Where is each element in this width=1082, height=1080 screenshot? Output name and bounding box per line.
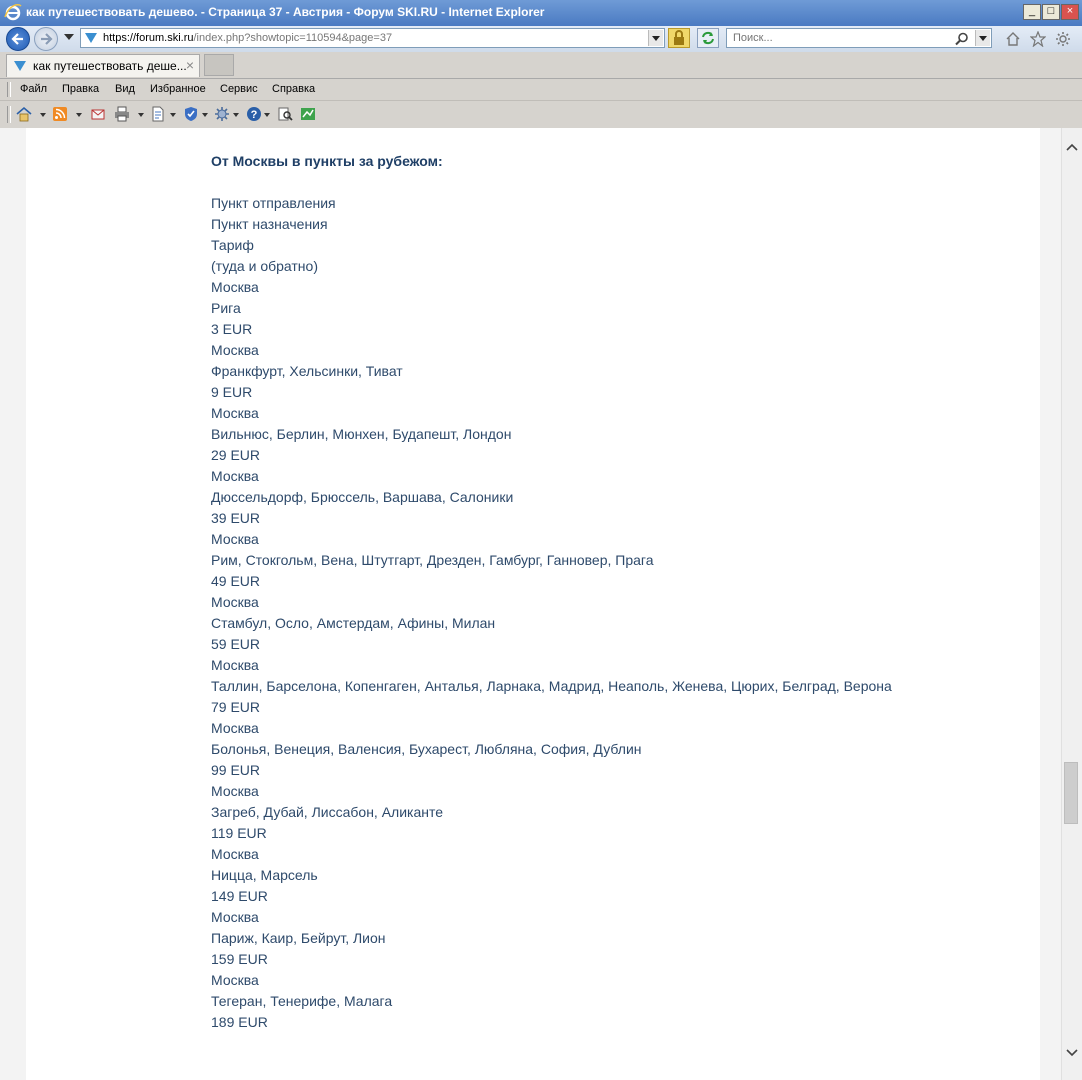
- forum-page: [26, 128, 1040, 1080]
- post-line: Пункт отправления: [211, 195, 336, 211]
- back-button[interactable]: [6, 27, 30, 51]
- post-line: 49 EUR: [211, 573, 261, 589]
- post-line: Москва: [211, 657, 259, 673]
- svg-text:?: ?: [250, 109, 258, 121]
- page-icon[interactable]: [150, 106, 166, 122]
- scroll-thumb[interactable]: [1064, 762, 1078, 824]
- ie-logo-icon: [4, 3, 22, 21]
- home-icon[interactable]: [1005, 31, 1021, 47]
- tools-dropdown-icon[interactable]: [233, 113, 239, 117]
- forward-arrow-icon: [39, 32, 53, 46]
- post-line: 9 EUR: [211, 384, 253, 400]
- print-dropdown-icon[interactable]: [138, 113, 144, 117]
- post-line: Таллин, Барселона, Копенгаген, Анталья, Ларнака, Мадрид, Неаполь, Женева, Цюрих, Белград, Верона: [211, 678, 892, 694]
- feeds-dropdown-icon[interactable]: [76, 113, 82, 117]
- refresh-button[interactable]: [697, 28, 719, 48]
- menu-file[interactable]: Файл: [20, 83, 48, 95]
- post-line: 39 EUR: [211, 510, 261, 526]
- new-tab-button[interactable]: [204, 54, 234, 76]
- post-line: Тариф: [211, 237, 254, 253]
- post-line: Ницца, Марсель: [211, 867, 318, 883]
- menu-grip: [7, 82, 11, 97]
- post-line: Париж, Каир, Бейрут, Лион: [211, 930, 386, 946]
- search-input[interactable]: [731, 31, 955, 45]
- safety-icon[interactable]: [183, 106, 199, 122]
- home-icon[interactable]: [16, 106, 32, 122]
- page-dropdown-icon[interactable]: [170, 113, 176, 117]
- menu-edit[interactable]: Правка: [62, 83, 100, 95]
- refresh-icon: [698, 29, 718, 47]
- post-line: Москва: [211, 468, 259, 484]
- post-line: 59 EUR: [211, 636, 261, 652]
- post-line: (туда и обратно): [211, 258, 318, 274]
- fare-list: [211, 193, 1031, 1033]
- post-line: 29 EUR: [211, 447, 261, 463]
- scroll-up-arrow-icon[interactable]: [1062, 138, 1082, 158]
- post-line: Вильнюс, Берлин, Мюнхен, Будапешт, Лондон: [211, 426, 512, 442]
- window-title: как путешествовать дешево. - Страница 37 - Австрия - Форум SKI.RU - Internet Explorer: [26, 5, 545, 19]
- post-line: 189 EUR: [211, 1014, 268, 1030]
- post-line: 159 EUR: [211, 951, 268, 967]
- url-host: https://forum.ski.ru: [103, 32, 194, 44]
- post-line: Москва: [211, 720, 259, 736]
- page-viewport: [0, 128, 1061, 1080]
- search-box: [726, 28, 992, 48]
- menu-help[interactable]: Справка: [272, 83, 316, 95]
- post-line: Стамбул, Осло, Амстердам, Афины, Милан: [211, 615, 496, 631]
- search-provider-dropdown[interactable]: [975, 30, 990, 46]
- tab-strip: [0, 52, 1082, 79]
- post-line: 119 EUR: [211, 825, 267, 841]
- site-favicon-icon: [13, 59, 27, 73]
- post-line: Болонья, Венеция, Валенсия, Бухарест, Любляна, София, Дублин: [211, 741, 642, 757]
- tools-icon[interactable]: [214, 106, 230, 122]
- post-line: Москва: [211, 846, 259, 862]
- post-heading: От Москвы в пункты за рубежом:: [211, 153, 443, 169]
- search-icon[interactable]: [955, 32, 969, 46]
- post-line: Рига: [211, 300, 241, 316]
- research-icon[interactable]: [277, 106, 293, 122]
- menu-view[interactable]: Вид: [115, 83, 135, 95]
- tab-label: как путешествовать деше...: [33, 59, 187, 73]
- scroll-down-arrow-icon[interactable]: [1062, 1044, 1082, 1064]
- post-line: Рим, Стокгольм, Вена, Штутгарт, Дрезден, Гамбург, Ганновер, Прага: [211, 552, 654, 568]
- post-line: Москва: [211, 972, 259, 988]
- post-line: Загреб, Дубай, Лиссабон, Аликанте: [211, 804, 444, 820]
- post-line: Пункт назначения: [211, 216, 328, 232]
- gear-icon[interactable]: [1055, 31, 1071, 47]
- address-row: [0, 26, 1082, 52]
- post-line: 99 EUR: [211, 762, 261, 778]
- address-dropdown-button[interactable]: [648, 30, 663, 46]
- post-line: Москва: [211, 342, 259, 358]
- help-icon[interactable]: [246, 106, 262, 122]
- print-icon[interactable]: [114, 106, 130, 122]
- tab-close-icon[interactable]: ×: [185, 57, 194, 73]
- lock-icon: [669, 29, 689, 47]
- safety-dropdown-icon[interactable]: [202, 113, 208, 117]
- post-line: 79 EUR: [211, 699, 261, 715]
- command-bar: [0, 101, 1082, 128]
- tab-active[interactable]: [6, 54, 200, 77]
- favorites-star-icon[interactable]: [1030, 31, 1046, 47]
- address-field[interactable]: [80, 28, 665, 48]
- post-line: Москва: [211, 279, 259, 295]
- url-path: /index.php?showtopic=110594&page=37: [193, 32, 393, 44]
- post-line: 149 EUR: [211, 888, 268, 904]
- post-line: Москва: [211, 594, 259, 610]
- command-grip: [7, 106, 11, 123]
- menu-favorites[interactable]: Избранное: [150, 83, 206, 95]
- forward-button[interactable]: [34, 27, 58, 51]
- security-lock-button[interactable]: [668, 28, 690, 48]
- back-arrow-icon: [11, 32, 25, 46]
- post-line: Москва: [211, 405, 259, 421]
- menu-tools[interactable]: Сервис: [220, 83, 258, 95]
- post-line: 3 EUR: [211, 321, 253, 337]
- post-line: Москва: [211, 783, 259, 799]
- messenger-icon[interactable]: [300, 106, 316, 122]
- post-content: [211, 151, 1031, 1033]
- site-favicon-icon: [84, 31, 98, 45]
- help-dropdown-icon[interactable]: [264, 113, 270, 117]
- post-line: Дюссельдорф, Брюссель, Варшава, Салоники: [211, 489, 514, 505]
- home-dropdown-icon[interactable]: [40, 113, 46, 117]
- post-line: Москва: [211, 531, 259, 547]
- post-line: Тегеран, Тенерифе, Малага: [211, 993, 393, 1009]
- minimize-button[interactable]: _: [1023, 4, 1041, 20]
- post-line: Франкфурт, Хельсинки, Тиват: [211, 363, 403, 379]
- window-title-bar: [0, 0, 1082, 27]
- vertical-scrollbar[interactable]: [1061, 128, 1082, 1080]
- close-window-button[interactable]: ×: [1061, 4, 1079, 20]
- post-line: Москва: [211, 909, 259, 925]
- feeds-icon[interactable]: [52, 106, 68, 122]
- menu-bar: [0, 79, 1082, 101]
- maximize-button[interactable]: □: [1042, 4, 1060, 20]
- history-dropdown-icon[interactable]: [64, 34, 74, 40]
- mail-icon[interactable]: [90, 106, 106, 122]
